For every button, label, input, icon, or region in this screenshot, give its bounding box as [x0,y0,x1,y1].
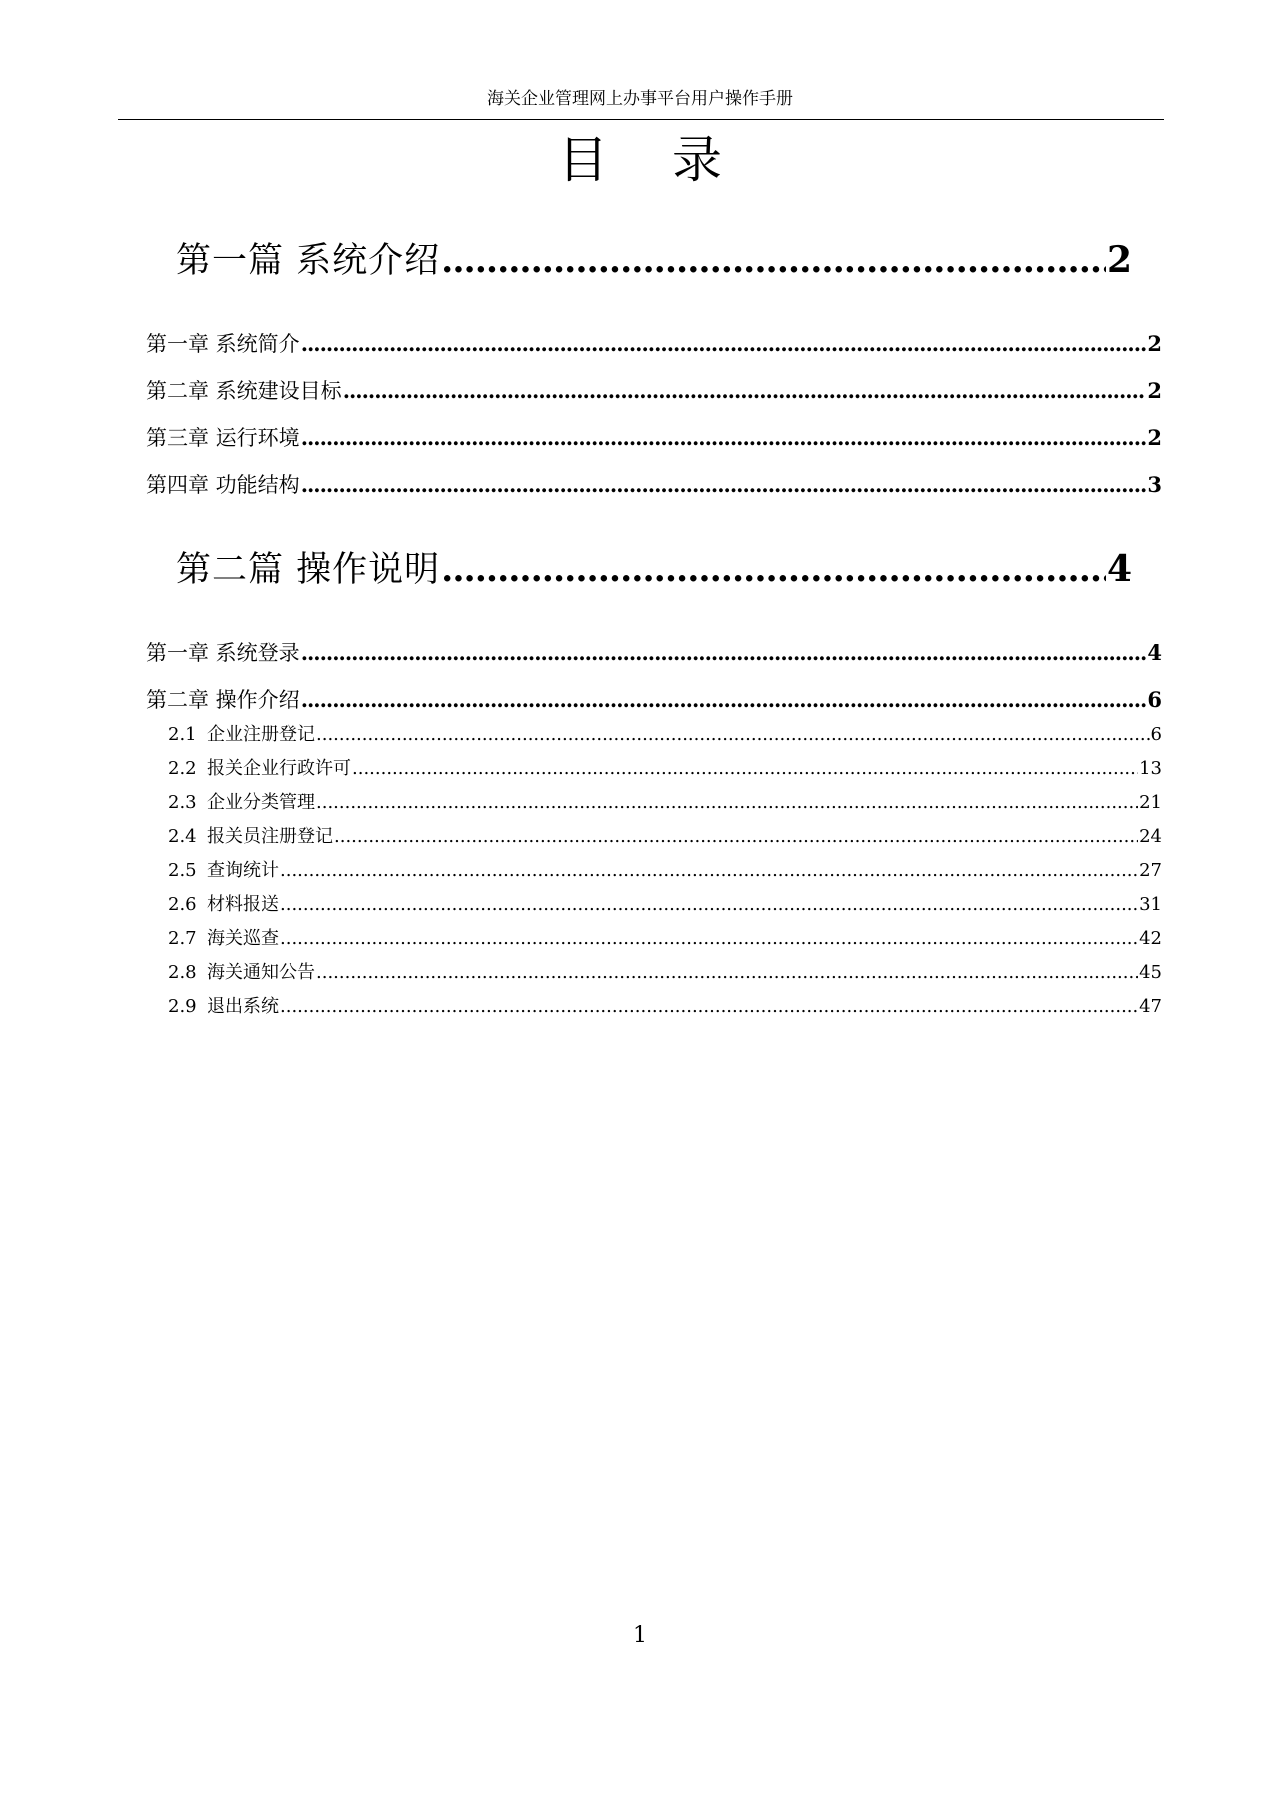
section-number: 2.3 [168,792,197,813]
toc-chapter-1-1[interactable] [146,330,1162,358]
section-page: 21 [1139,792,1162,813]
section-number: 2.8 [168,962,197,983]
toc-chapter-page: 6 [1147,687,1162,712]
dot-leader [280,927,1138,951]
toc-chapter-2-1[interactable] [146,639,1162,667]
toc-part-2[interactable] [176,547,1132,592]
dot-leader [343,377,1147,405]
dot-leader [316,723,1150,747]
section-label: 查询统计 [207,860,279,881]
dot-leader [280,893,1138,917]
toc-section-2-7[interactable] [168,927,1162,951]
section-label: 企业注册登记 [207,724,315,745]
section-label: 企业分类管理 [207,792,315,813]
toc-section-2-6[interactable] [168,893,1162,917]
section-label: 报关企业行政许可 [207,758,351,779]
toc-part-page: 2 [1106,239,1132,281]
toc-chapter-1-3[interactable] [146,424,1162,452]
toc-section-2-5[interactable] [168,859,1162,883]
section-label: 海关通知公告 [207,962,315,983]
page-number: 1 [633,1623,647,1648]
toc-chapter-label: 第二章 系统建设目标 [146,379,342,403]
dot-leader [352,757,1138,781]
toc-section-2-2[interactable] [168,757,1162,781]
section-number: 2.9 [168,996,197,1017]
toc-section-2-1[interactable] [168,723,1162,747]
section-page: 45 [1139,962,1162,983]
section-page: 47 [1139,996,1162,1017]
section-number: 2.1 [168,724,197,745]
toc-chapter-page: 4 [1147,640,1162,665]
section-number: 2.2 [168,758,197,779]
section-label: 海关巡查 [207,928,279,949]
toc-chapter-page: 2 [1147,378,1162,403]
section-number: 2.4 [168,826,197,847]
toc-chapter-label: 第四章 功能结构 [146,473,300,497]
toc-chapter-page: 2 [1147,331,1162,356]
section-page: 24 [1139,826,1162,847]
dot-leader [441,239,1106,283]
dot-leader [316,791,1138,815]
dot-leader [280,995,1138,1019]
section-page: 27 [1139,860,1162,881]
toc-section-2-4[interactable] [168,825,1162,849]
toc-chapter-label: 第一章 系统简介 [146,332,300,356]
section-number: 2.5 [168,860,197,881]
toc-section-2-9[interactable] [168,995,1162,1019]
toc-chapter-1-2[interactable] [146,377,1162,405]
dot-leader [280,859,1138,883]
dot-leader [441,548,1106,592]
section-page: 6 [1150,724,1162,745]
toc-part-page: 4 [1106,548,1132,590]
section-page: 13 [1139,758,1162,779]
section-page: 31 [1139,894,1162,915]
toc-part-label: 第一篇 系统介绍 [176,241,441,281]
section-page: 42 [1139,928,1162,949]
dot-leader [334,825,1138,849]
dot-leader [301,639,1147,667]
dot-leader [301,471,1147,499]
toc-title: 目录 [558,131,786,189]
toc-part-1[interactable] [176,238,1132,283]
section-number: 2.6 [168,894,197,915]
section-label: 报关员注册登记 [207,826,333,847]
section-label: 材料报送 [207,894,279,915]
toc-chapter-1-4[interactable] [146,471,1162,499]
running-header: 海关企业管理网上办事平台用户操作手册 [487,89,793,109]
toc-chapter-page: 2 [1147,425,1162,450]
dot-leader [316,961,1138,985]
toc-part-label: 第二篇 操作说明 [176,550,441,590]
toc-chapter-label: 第一章 系统登录 [146,641,300,665]
toc-chapter-page: 3 [1147,472,1162,497]
section-number: 2.7 [168,928,197,949]
dot-leader [301,424,1147,452]
toc-section-2-3[interactable] [168,791,1162,815]
dot-leader [301,686,1147,714]
section-label: 退出系统 [207,996,279,1017]
dot-leader [301,330,1147,358]
toc-chapter-2-2[interactable] [146,686,1162,714]
toc-section-2-8[interactable] [168,961,1162,985]
header-rule [118,119,1164,120]
toc-chapter-label: 第二章 操作介绍 [146,688,300,712]
toc-chapter-label: 第三章 运行环境 [146,426,300,450]
